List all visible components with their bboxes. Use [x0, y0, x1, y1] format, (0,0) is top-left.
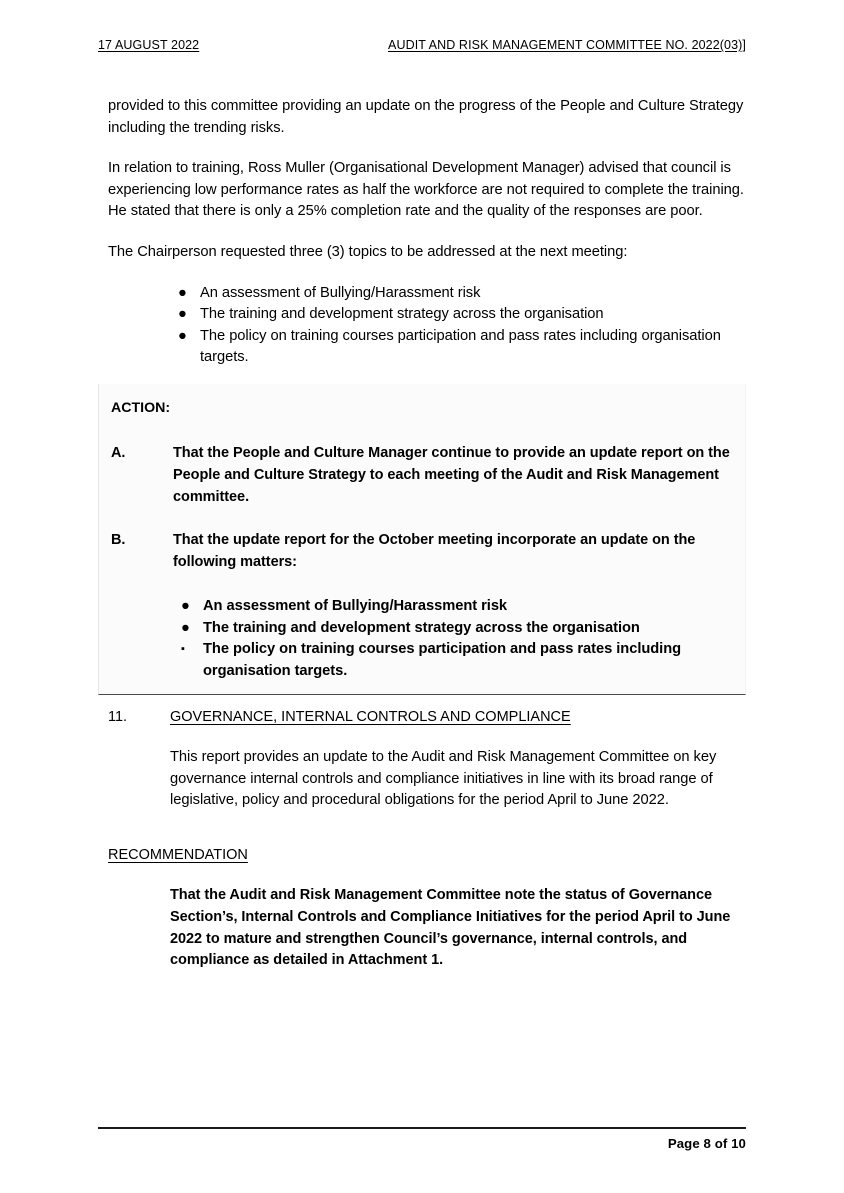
action-item-b-text: That the update report for the October meeting incorporate an update on the following matters: — [173, 532, 696, 571]
paragraph-chairperson-request: The Chairperson requested three (3) topics to be addressed at the next meeting: — [108, 243, 628, 260]
recommendation-heading: RECOMMENDATION — [108, 847, 248, 863]
recommendation-text: That the Audit and Risk Management Committee note the status of Governance Section’s, Internal Controls and Compliance Initiatives for the period April to June 2022 to mature and strengthen Council’s governance, internal controls, and compliance as detailed in Attachment 1. — [170, 887, 731, 969]
list-item-label: An assessment of Bullying/Harassment risk — [203, 597, 508, 614]
section-number: 11. — [108, 709, 128, 725]
list-item — [173, 618, 739, 640]
page-footer — [98, 1127, 746, 1151]
bullet-icon: ● — [181, 619, 190, 636]
paragraph-training-performance: In relation to training, Ross Muller (Organisational Development Manager) advised that council is experiencing low performance rates as half the workforce are not required to complete the training. He stated that there is only a 25% completion rate and the quality of the responses are poor. — [108, 160, 744, 220]
section-title: GOVERNANCE, INTERNAL CONTROLS AND COMPLIANCE — [170, 709, 571, 725]
page-number-label: Page 8 of 10 — [667, 1136, 746, 1151]
list-item — [173, 639, 739, 682]
bullet-icon: ● — [178, 306, 187, 323]
header-date: 17 AUGUST 2022 — [98, 38, 200, 52]
action-sub-bullets-list — [173, 596, 739, 682]
action-item-a-label: A. — [111, 445, 126, 461]
section-body-text: This report provides an update to the Audit and Risk Management Committee on key governance internal controls and compliance initiatives in line with its broad range of legislative, policy and procedural obligations for the period April to June 2022. — [170, 749, 717, 809]
main-content — [108, 96, 748, 369]
bullet-icon: ● — [178, 284, 187, 301]
section-heading-row — [108, 707, 748, 728]
action-item-b-label: B. — [111, 532, 126, 549]
list-item — [108, 283, 748, 305]
page-header — [98, 38, 746, 52]
square-bullet-icon: ▪ — [181, 643, 185, 656]
action-item-b — [111, 530, 739, 682]
bullet-icon: ● — [178, 327, 187, 344]
list-item-label: The training and development strategy across the organisation — [203, 619, 640, 636]
action-box-inner — [99, 398, 745, 682]
footer-divider — [98, 1127, 746, 1129]
list-item — [108, 304, 748, 326]
action-heading: ACTION: — [111, 400, 171, 416]
action-box — [98, 384, 746, 695]
header-committee-reference: AUDIT AND RISK MANAGEMENT COMMITTEE NO. 2022(03)] — [388, 38, 746, 52]
topics-list — [108, 283, 748, 369]
action-item-a-text: That the People and Culture Manager continue to provide an update report on the People and Culture Strategy to each meeting of the Audit and Risk Management committee. — [173, 445, 730, 505]
list-item-label: The training and development strategy across the organisation — [200, 306, 604, 323]
recommendation-block — [108, 845, 748, 972]
paragraph-strategy-update: provided to this committee providing an update on the progress of the People and Culture Strategy including the trending risks. — [108, 98, 744, 136]
list-item-label: The policy on training courses participation and pass rates including organisation targets. — [200, 327, 721, 366]
list-item — [108, 326, 748, 369]
section-governance — [108, 707, 748, 812]
list-item — [173, 596, 739, 618]
list-item-label: The policy on training courses participation and pass rates including organisation targets. — [203, 641, 682, 679]
list-item-label: An assessment of Bullying/Harassment risk — [200, 284, 481, 301]
action-item-a — [111, 443, 739, 508]
bullet-icon: ● — [181, 597, 190, 614]
